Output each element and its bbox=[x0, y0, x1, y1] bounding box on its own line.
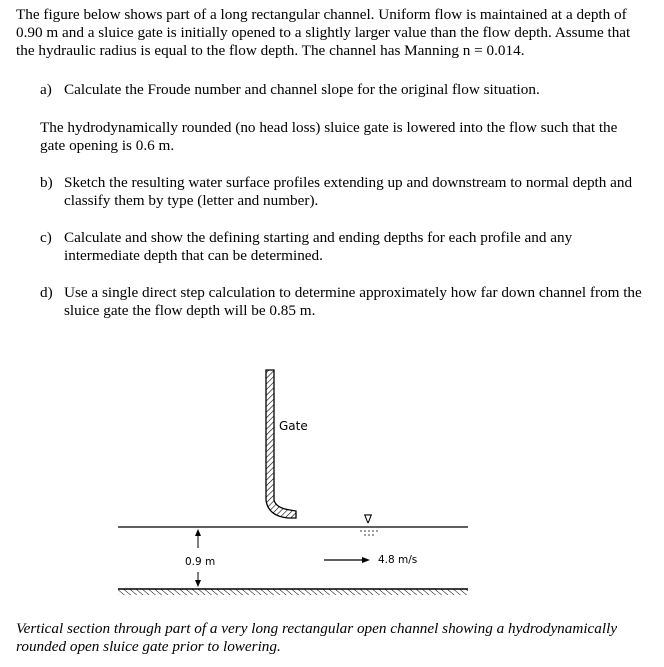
question-a-label: a) bbox=[40, 81, 52, 98]
question-d-text: Use a single direct step calculation to determine approximately how far down channel from the sluice gate the flow depth will be 0.85 m. bbox=[64, 284, 642, 319]
gate-label: Gate bbox=[279, 419, 308, 433]
question-a-text: Calculate the Froude number and channel slope for the original flow situation. bbox=[64, 81, 540, 98]
question-b-label: b) bbox=[40, 174, 53, 191]
water-surface-symbol: ∇ bbox=[364, 512, 373, 526]
figure-caption: Vertical section through part of a very long rectangular open channel showing a hydrodynamically rounded open sluice gate prior to lowering. bbox=[16, 620, 618, 655]
question-c-label: c) bbox=[40, 229, 52, 246]
question-c-text: Calculate and show the defining starting and ending depths for each profile and any intermediate depth that can be determined. bbox=[64, 229, 573, 264]
depth-arrowhead-top bbox=[195, 529, 201, 536]
channel-figure bbox=[0, 350, 664, 612]
velocity-label: 4.8 m/s bbox=[378, 554, 418, 566]
question-b-text: Sketch the resulting water surface profiles extending up and downstream to normal depth and classify them by type (letter and number). bbox=[64, 174, 633, 209]
intro-paragraph: The figure below shows part of a long rectangular channel. Uniform flow is maintained at a depth of 0.90 m and a sluice gate is initially opened to a slightly larger value than the flow depth. Assume that the hydraulic radius is equal to the flow depth. The channel has Manning n = 0.014. bbox=[16, 6, 631, 59]
depth-arrowhead-bottom bbox=[195, 580, 201, 587]
sluice-gate bbox=[266, 370, 296, 518]
depth-label: 0.9 m bbox=[185, 556, 216, 568]
gate-paragraph: The hydrodynamically rounded (no head loss) sluice gate is lowered into the flow such that the gate opening is 0.6 m. bbox=[40, 119, 618, 154]
question-d-label: d) bbox=[40, 284, 53, 301]
velocity-arrowhead bbox=[362, 557, 370, 563]
channel-bed-hatch bbox=[118, 589, 468, 595]
